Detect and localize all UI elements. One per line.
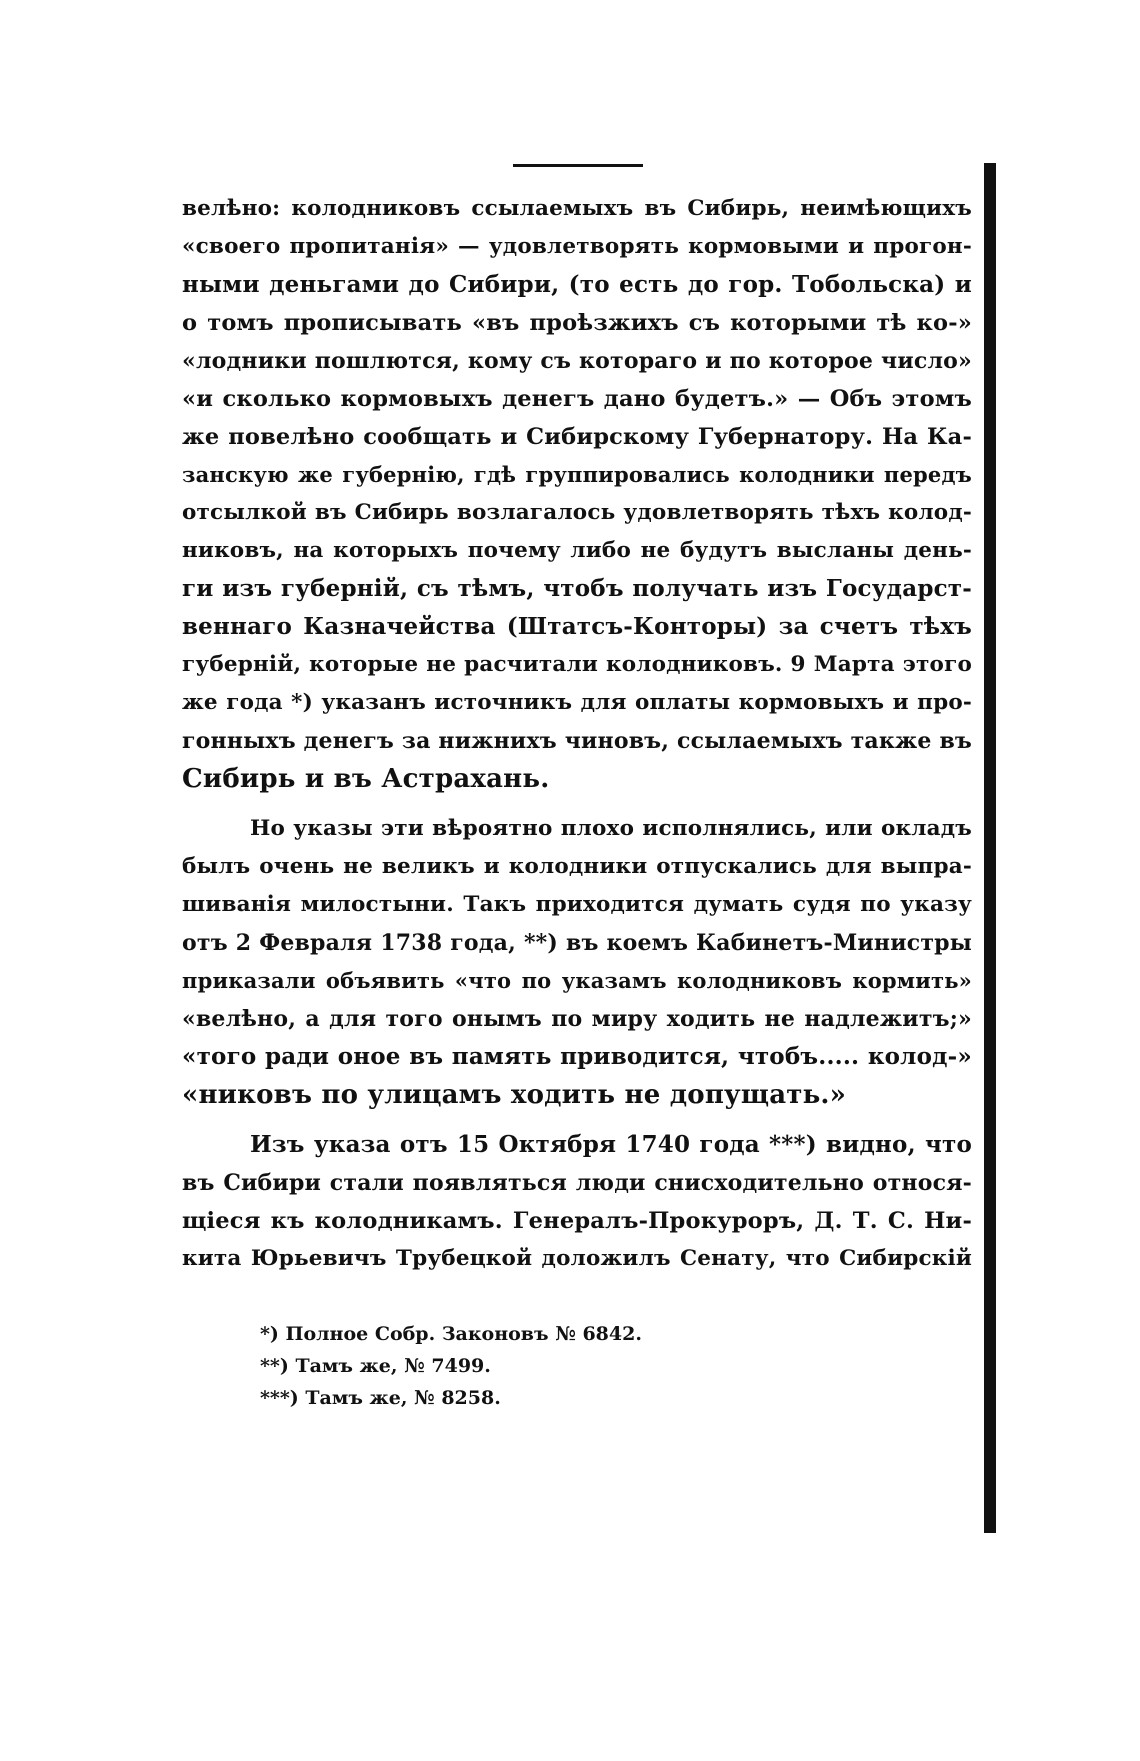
text-line: кита Юрьевичъ Трубецкой доложилъ Сенату, что Сибирскій <box>182 1246 972 1271</box>
paragraph-3 <box>182 1126 972 1278</box>
text-line: «и сколько кормовыхъ денегъ дано будетъ.» — Объ этомъ <box>182 386 972 412</box>
text-line: отсылкой въ Сибирь возлагалось удовлетворять тѣхъ колод- <box>182 500 972 525</box>
text-line: приказали объявить «что по указамъ колодниковъ кормить» <box>182 968 972 993</box>
footnote: ***) Тамъ же, № 8258. <box>260 1387 501 1409</box>
body-text <box>182 190 972 1278</box>
text-line: былъ очень не великъ и колодники отпускались для выпра- <box>182 854 972 879</box>
text-line: никовъ, на которыхъ почему либо не будутъ высланы день- <box>182 538 972 563</box>
footnote: *) Полное Собр. Законовъ № 6842. <box>260 1323 642 1345</box>
text-line: ными деньгами до Сибири, (то есть до гор. Тобольска) и <box>182 271 972 298</box>
paragraph-gap <box>182 798 972 810</box>
header-rule <box>513 164 643 167</box>
text-line: о томъ прописывать «въ проѣзжихъ съ которыми тѣ ко-» <box>182 310 972 336</box>
footnote: **) Тамъ же, № 7499. <box>260 1355 491 1377</box>
paragraph-1 <box>182 190 972 798</box>
text-line: «того ради оное въ память приводится, чтобъ..... колод-» <box>182 1043 972 1070</box>
text-line: щіеся къ колодникамъ. Генералъ-Прокуроръ, Д. Т. С. Ни- <box>182 1208 972 1234</box>
text-line: губерній, которые не расчитали колодниковъ. 9 Марта этого <box>182 652 972 677</box>
footnotes <box>260 1318 642 1414</box>
text-line: веннаго Казначейства (Штатсъ-Конторы) за счетъ тѣхъ <box>182 613 972 640</box>
text-line: «никовъ по улицамъ ходить не допущать.» <box>182 1080 847 1110</box>
text-line: Изъ указа отъ 15 Октября 1740 года ***) видно, что <box>250 1131 972 1158</box>
text-line: же повелѣно сообщать и Сибирскому Губернатору. На Ка- <box>182 424 972 450</box>
text-line: отъ 2 Февраля 1738 года, **) въ коемъ Кабинетъ-Министры <box>182 930 972 956</box>
text-line: же года *) указанъ источникъ для оплаты кормовыхъ и про- <box>182 690 972 715</box>
paragraph-2 <box>182 810 972 1114</box>
text-line: Но указы эти вѣроятно плохо исполнялись, или окладъ <box>250 816 972 841</box>
text-line: велѣно: колодниковъ ссылаемыхъ въ Сибирь, неимѣющихъ <box>182 196 972 221</box>
text-line: «лодники пошлются, кому съ котораго и по которое число» <box>182 348 972 374</box>
text-line: Сибирь и въ Астрахань. <box>182 764 550 794</box>
text-line: въ Сибири стали появляться люди снисходительно относя- <box>182 1170 972 1196</box>
text-line: «своего пропитанія» — удовлетворять кормовыми и прогон- <box>182 234 972 259</box>
page-edge-bar <box>984 163 996 1533</box>
text-line: ги изъ губерній, съ тѣмъ, чтобъ получать изъ Государст- <box>182 575 972 602</box>
text-line: «велѣно, а для того онымъ по миру ходить не надлежитъ;» <box>182 1006 972 1032</box>
text-line: шиванія милостыни. Такъ приходится думать судя по указу <box>182 892 972 917</box>
text-line: занскую же губернію, гдѣ группировались колодники передъ <box>182 462 972 487</box>
text-line: гонныхъ денегъ за нижнихъ чиновъ, ссылаемыхъ также въ <box>182 728 973 754</box>
paragraph-gap <box>182 1114 972 1126</box>
